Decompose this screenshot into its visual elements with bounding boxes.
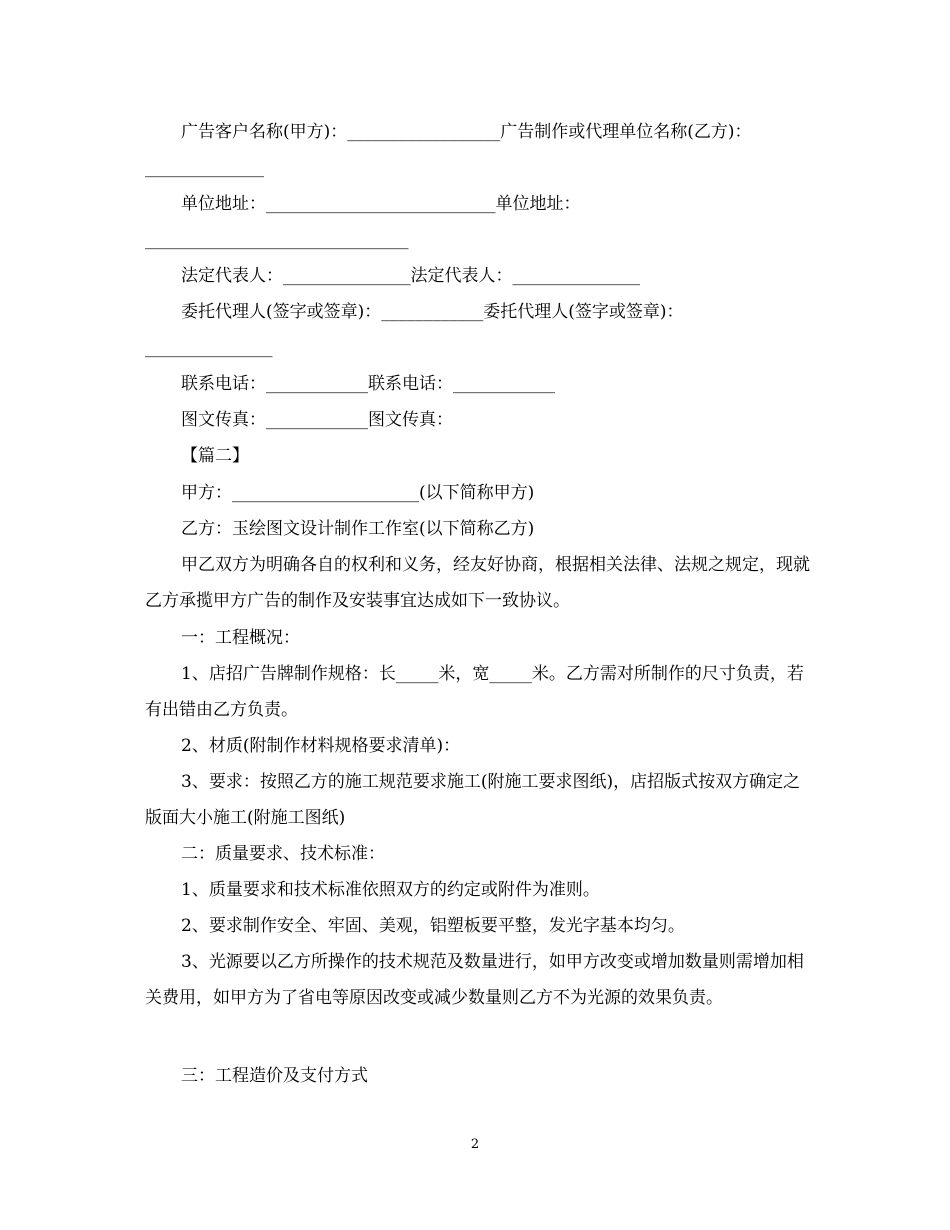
spec-clause-3: 3、要求：按照乙方的施工规范要求施工(附施工要求图纸)，店招版式按双方确定之版面大小施工(附施工图纸) bbox=[145, 772, 801, 828]
address-line: 单位地址：___________________________单位地址：_______________________________ bbox=[145, 194, 581, 250]
quality-clause-2: 2、要求制作安全、牢固、美观，铝塑板要平整，发光字基本均匀。 bbox=[181, 916, 685, 936]
party-b-line: 乙方：玉绘图文设计制作工作室(以下简称乙方) bbox=[181, 519, 535, 539]
pricing-heading: 三：工程造价及支付方式 bbox=[181, 1066, 368, 1086]
page-number: 2 bbox=[470, 1137, 480, 1152]
quality-heading: 二：质量要求、技术标准： bbox=[181, 844, 385, 864]
party-names-line: 广告客户名称(甲方)：__________________广告制作或代理单位名称(乙方)：______________ bbox=[145, 122, 752, 178]
agreement-intro-paragraph: 甲乙双方为明确各自的权利和义务，经友好协商，根据相关法律、法规之规定，现就乙方承揽甲方广告的制作及安装事宜达成如下一致协议。 bbox=[145, 555, 810, 611]
section-heading-part-two: 【篇二】 bbox=[181, 446, 249, 466]
quality-clause-3: 3、光源要以乙方所操作的技术规范及数量进行，如甲方改变或增加数量则需增加相关费用，如甲方为了省电等原因改变或减少数量则乙方不为光源的效果负责。 bbox=[145, 952, 804, 1008]
party-a-line: 甲方：______________________(以下简称甲方) bbox=[181, 483, 535, 503]
project-overview-heading: 一：工程概况： bbox=[181, 628, 300, 648]
phone-line: 联系电话：____________联系电话：____________ bbox=[181, 374, 555, 394]
spec-clause-1: 1、店招广告牌制作规格：长_____米，宽_____米。乙方需对所制作的尺寸负责，若有出错由乙方负责。 bbox=[145, 664, 804, 720]
fax-line: 图文传真：____________图文传真： bbox=[181, 410, 453, 430]
legal-representative-line: 法定代表人：_______________法定代表人：_______________ bbox=[181, 266, 640, 286]
quality-clause-1: 1、质量要求和技术标准依照双方的约定或附件为准则。 bbox=[181, 880, 600, 900]
spec-clause-2: 2、材质(附制作材料规格要求清单)： bbox=[181, 736, 461, 756]
authorized-agent-line: 委托代理人(签字或签章)：____________委托代理人(签字或签章)：_______________ bbox=[145, 302, 684, 358]
